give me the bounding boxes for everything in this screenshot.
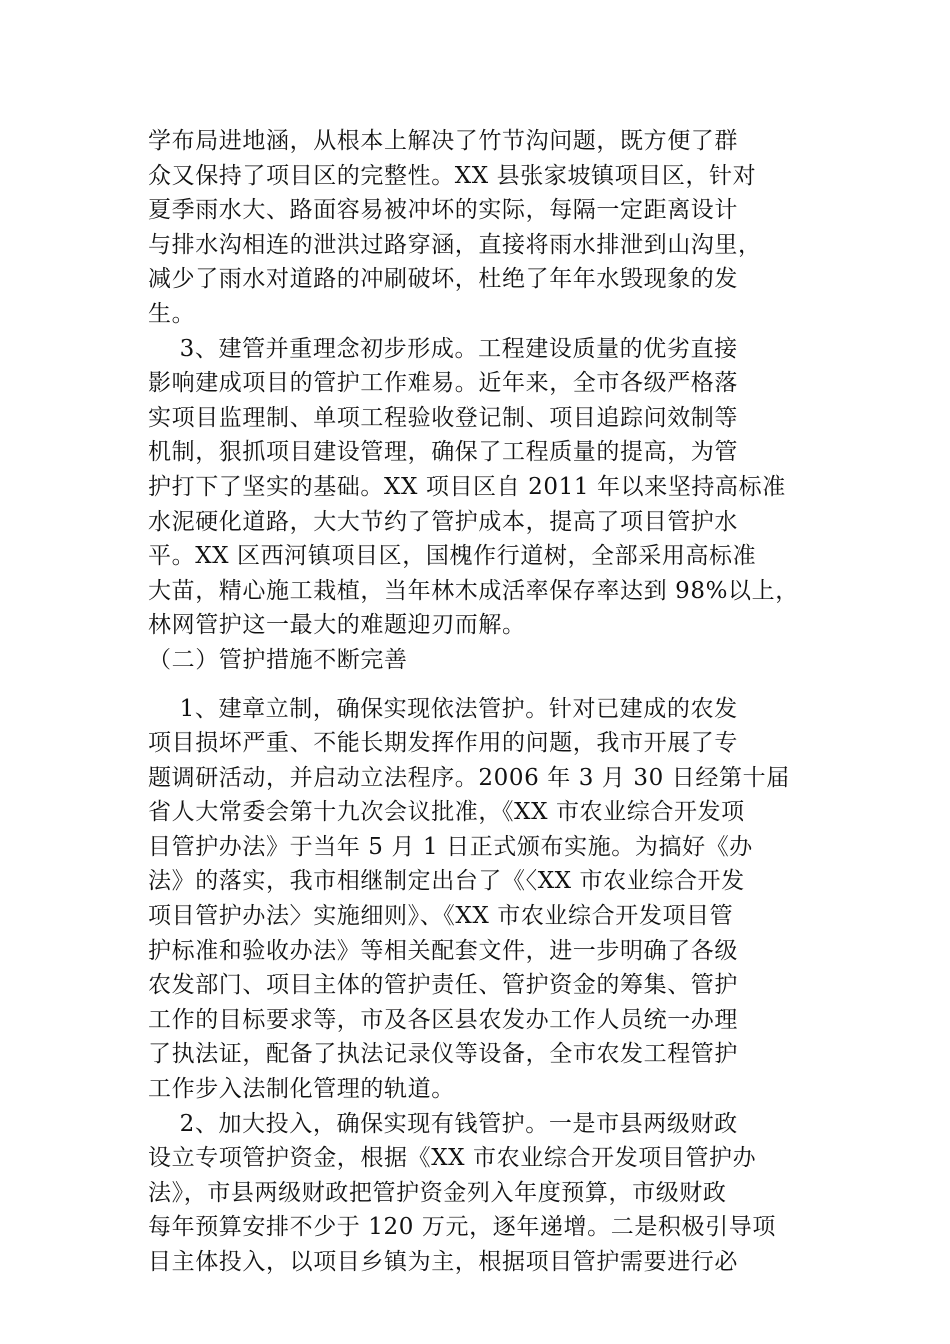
text-line: 目主体投入，以项目乡镇为主，根据项目管护需要进行必 xyxy=(148,1249,738,1275)
text-line: 工作步入法制化管理的轨道。 xyxy=(148,1076,455,1103)
text-line: 每年预算安排不少于 120 万元，逐年递增。二是积极引导项 xyxy=(148,1214,776,1241)
paragraph-start-line: 1、建章立制，确保实现依法管护。针对已建成的农发 xyxy=(148,695,738,722)
text-line: 法》，市县两级财政把管护资金列入年度预算，市级财政 xyxy=(148,1179,727,1206)
section-heading: （二）管护措施不断完善 xyxy=(148,646,408,673)
paragraph-start-line: 3、建管并重理念初步形成。工程建设质量的优劣直接 xyxy=(148,335,738,362)
text-line: 护打下了坚实的基础。XX 项目区自 2011 年以来坚持高标准 xyxy=(148,473,786,500)
text-line: 学布局进地涵，从根本上解决了竹节沟问题，既方便了群 xyxy=(148,128,738,154)
text-line: 农发部门、项目主体的管护责任、管护资金的筹集、管护 xyxy=(148,972,738,999)
text-line: 林网管护这一最大的难题迎刃而解。 xyxy=(148,612,526,639)
text-line: 减少了雨水对道路的冲刷破坏，杜绝了年年水毁现象的发 xyxy=(148,266,738,293)
text-line: 大苗，精心施工栽植，当年林木成活率保存率达到 98%以上， xyxy=(148,577,799,604)
paragraph-start-line: 2、加大投入，确保实现有钱管护。一是市县两级财政 xyxy=(148,1110,738,1137)
text-line: 设立专项管护资金，根据《XX 市农业综合开发项目管护办 xyxy=(148,1145,757,1172)
text-line: 平。XX 区西河镇项目区，国槐作行道树，全部采用高标准 xyxy=(148,543,757,570)
body-text xyxy=(148,124,808,1280)
text-line: 众又保持了项目区的完整性。XX 县张家坡镇项目区，针对 xyxy=(148,162,757,189)
text-line: 夏季雨水大、路面容易被冲坏的实际，每隔一定距离设计 xyxy=(148,197,738,224)
text-line: 省人大常委会第十九次会议批准，《XX 市农业综合开发项 xyxy=(148,799,745,826)
text-line: 题调研活动，并启动立法程序。2006 年 3 月 30 日经第十届 xyxy=(148,764,790,791)
text-line: 机制，狠抓项目建设管理，确保了工程质量的提高，为管 xyxy=(148,439,738,466)
text-line: 水泥硬化道路，大大节约了管护成本，提高了项目管护水 xyxy=(148,508,738,535)
text-line: 工作的目标要求等，市及各区县农发办工作人员统一办理 xyxy=(148,1006,738,1033)
text-line: 目管护办法》于当年 5 月 1 日正式颁布实施。为搞好《办 xyxy=(148,833,753,860)
text-line: 护标准和验收办法》等相关配套文件，进一步明确了各级 xyxy=(148,937,738,964)
text-line: 实项目监理制、单项工程验收登记制、项目追踪问效制等 xyxy=(148,404,738,431)
text-line: 与排水沟相连的泄洪过路穿涵，直接将雨水排泄到山沟里， xyxy=(148,231,762,258)
text-line: 了执法证，配备了执法记录仪等设备，全市农发工程管护 xyxy=(148,1041,738,1068)
text-line: 影响建成项目的管护工作难易。近年来，全市各级严格落 xyxy=(148,370,738,397)
text-line: 法》的落实，我市相继制定出台了《〈XX 市农业综合开发 xyxy=(148,868,745,895)
text-line: 生。 xyxy=(148,300,196,327)
text-line: 项目损坏严重、不能长期发挥作用的问题，我市开展了专 xyxy=(148,730,738,757)
text-line: 项目管护办法〉实施细则》、《XX 市农业综合开发项目管 xyxy=(148,903,734,930)
